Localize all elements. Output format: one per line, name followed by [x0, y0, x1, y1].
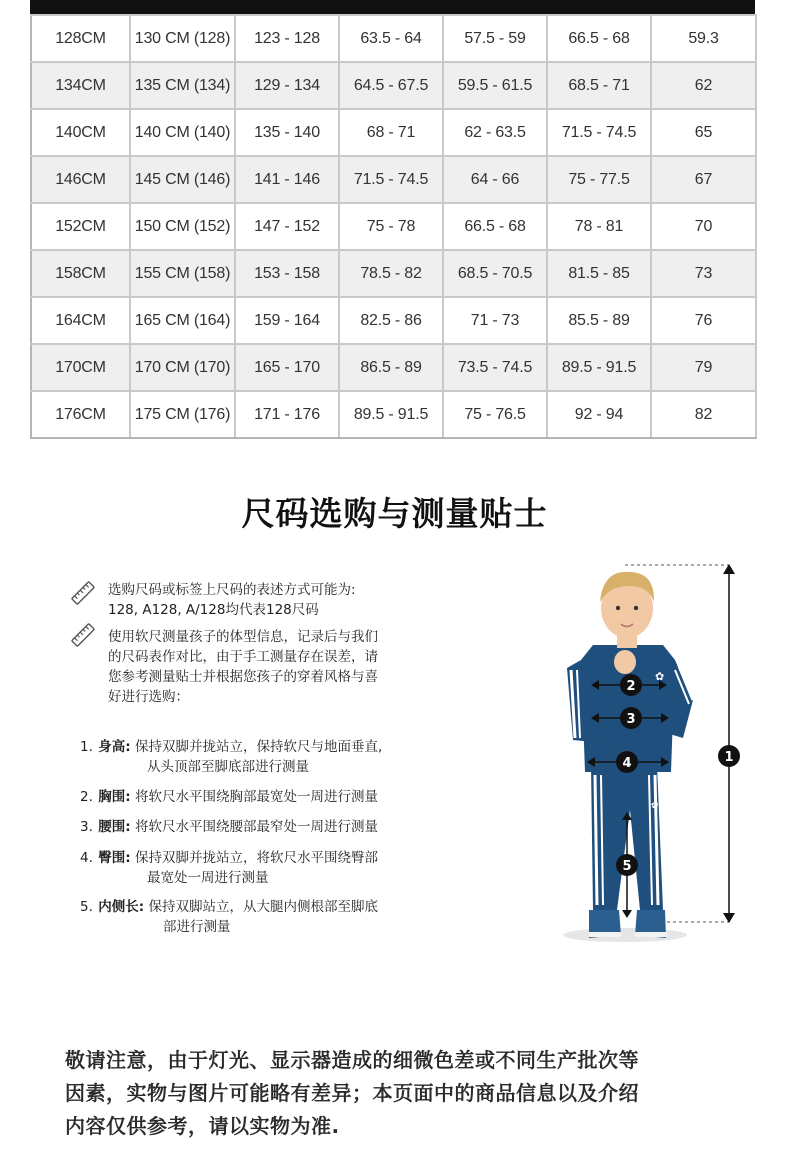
measuring-note-line: 的尺码表作对比，由于手工测量存在误差，请 [108, 649, 378, 665]
table-cell: 75 - 76.5 [443, 391, 547, 438]
table-cell: 59.3 [651, 15, 756, 62]
table-row [31, 391, 756, 438]
table-cell: 165 CM (164) [130, 297, 235, 344]
table-cell: 64 - 66 [443, 156, 547, 203]
table-cell: 71.5 - 74.5 [339, 156, 443, 203]
table-row [31, 250, 756, 297]
table-cell: 165 - 170 [235, 344, 339, 391]
table-cell: 78.5 - 82 [339, 250, 443, 297]
table-cell: 64.5 - 67.5 [339, 62, 443, 109]
marker-2 [620, 674, 642, 696]
step-number: 5. [80, 899, 93, 915]
table-cell: 175 CM (176) [130, 391, 235, 438]
size-table [30, 14, 757, 439]
table-cell: 57.5 - 59 [443, 15, 547, 62]
svg-text:4: 4 [622, 756, 632, 771]
measuring-note-line: 使用软尺测量孩子的体型信息，记录后与我们 [108, 629, 378, 645]
table-cell: 145 CM (146) [130, 156, 235, 203]
table-cell: 89.5 - 91.5 [339, 391, 443, 438]
table-cell: 128CM [31, 15, 130, 62]
child-measurement-figure [545, 550, 775, 960]
table-row [31, 15, 756, 62]
step-key: 臀围: [98, 850, 131, 866]
table-cell: 81.5 - 85 [547, 250, 651, 297]
table-cell: 82 [651, 391, 756, 438]
step-height [80, 737, 430, 777]
table-cell: 78 - 81 [547, 203, 651, 250]
table-cell: 71.5 - 74.5 [547, 109, 651, 156]
hand [614, 650, 636, 674]
table-cell: 140 CM (140) [130, 109, 235, 156]
table-cell: 75 - 78 [339, 203, 443, 250]
table-cell: 159 - 164 [235, 297, 339, 344]
notice-line: 内容仅供参考，请以实物为准. [65, 1114, 340, 1138]
step-number: 1. [80, 739, 93, 755]
marker-3 [620, 707, 642, 729]
table-cell: 134CM [31, 62, 130, 109]
table-cell: 170 CM (170) [130, 344, 235, 391]
table-cell: 82.5 - 86 [339, 297, 443, 344]
table-cell: 66.5 - 68 [547, 15, 651, 62]
floor-shadow [563, 928, 687, 942]
size-table-body [31, 15, 756, 438]
table-cell: 164CM [31, 297, 130, 344]
table-cell: 129 - 134 [235, 62, 339, 109]
table-row [31, 62, 756, 109]
table-row [31, 109, 756, 156]
step-desc-cont: 最宽处一周进行测量 [147, 870, 269, 886]
table-cell: 62 [651, 62, 756, 109]
table-cell: 146CM [31, 156, 130, 203]
table-cell: 68.5 - 71 [547, 62, 651, 109]
step-number: 4. [80, 850, 93, 866]
table-cell: 150 CM (152) [130, 203, 235, 250]
measuring-note-line: 您参考测量贴士并根据您孩子的穿着风格与喜 [108, 669, 378, 685]
table-cell: 153 - 158 [235, 250, 339, 297]
marker-5 [616, 854, 638, 876]
table-cell: 152CM [31, 203, 130, 250]
table-cell: 158CM [31, 250, 130, 297]
ruler-icon [70, 622, 96, 648]
table-row [31, 344, 756, 391]
table-cell: 135 - 140 [235, 109, 339, 156]
step-desc: 保持双脚并拢站立，保持软尺与地面垂直, [135, 739, 383, 755]
marker-4 [616, 751, 638, 773]
step-desc: 将软尺水平围绕胸部最宽处一周进行测量 [135, 789, 378, 805]
table-cell: 140CM [31, 109, 130, 156]
step-key: 胸围: [98, 789, 131, 805]
table-cell: 141 - 146 [235, 156, 339, 203]
svg-text:3: 3 [626, 712, 636, 727]
trefoil-logo-icon: ✿ [651, 801, 659, 811]
step-desc-cont: 部进行测量 [163, 919, 231, 935]
table-cell: 135 CM (134) [130, 62, 235, 109]
table-cell: 89.5 - 91.5 [547, 344, 651, 391]
step-chest [80, 787, 430, 807]
marker-1 [718, 745, 740, 767]
step-desc: 将软尺水平围绕腰部最窄处一周进行测量 [135, 819, 378, 835]
table-cell: 70 [651, 203, 756, 250]
step-key: 内侧长: [98, 899, 145, 915]
sizing-note-line: 128, A128, A/128均代表128尺码 [108, 602, 319, 618]
step-number: 3. [80, 819, 93, 835]
table-row [31, 203, 756, 250]
step-hip [80, 848, 430, 888]
color-difference-notice [65, 1044, 735, 1143]
tips-title: 尺码选购与测量贴士 [241, 494, 548, 533]
trefoil-logo-icon: ✿ [655, 670, 665, 683]
svg-text:5: 5 [622, 859, 632, 874]
table-cell: 68 - 71 [339, 109, 443, 156]
step-key: 身高: [98, 739, 131, 755]
table-cell: 76 [651, 297, 756, 344]
table-cell: 170CM [31, 344, 130, 391]
table-cell: 75 - 77.5 [547, 156, 651, 203]
step-inseam [80, 897, 430, 937]
table-cell: 123 - 128 [235, 15, 339, 62]
step-number: 2. [80, 789, 93, 805]
sizing-note [108, 580, 438, 620]
table-cell: 85.5 - 89 [547, 297, 651, 344]
measuring-note-line: 好进行选购： [108, 689, 189, 705]
table-cell: 67 [651, 156, 756, 203]
step-desc-cont: 从头顶部至脚底部进行测量 [147, 759, 309, 775]
table-cell: 130 CM (128) [130, 15, 235, 62]
table-cell: 147 - 152 [235, 203, 339, 250]
table-cell: 155 CM (158) [130, 250, 235, 297]
table-row [31, 297, 756, 344]
notice-line: 因素，实物与图片可能略有差异；本页面中的商品信息以及介绍 [65, 1081, 639, 1105]
sizing-note-line: 选购尺码或标签上尺码的表述方式可能为: [108, 582, 356, 598]
table-cell: 62 - 63.5 [443, 109, 547, 156]
table-cell: 73 [651, 250, 756, 297]
table-cell: 86.5 - 89 [339, 344, 443, 391]
table-cell: 73.5 - 74.5 [443, 344, 547, 391]
table-cell: 171 - 176 [235, 391, 339, 438]
measuring-note [108, 627, 438, 707]
step-waist [80, 817, 430, 837]
svg-text:1: 1 [724, 750, 734, 765]
table-cell: 66.5 - 68 [443, 203, 547, 250]
step-key: 腰围: [98, 819, 131, 835]
table-cell: 59.5 - 61.5 [443, 62, 547, 109]
table-cell: 71 - 73 [443, 297, 547, 344]
table-cell: 176CM [31, 391, 130, 438]
table-row [31, 156, 756, 203]
svg-text:2: 2 [626, 679, 636, 694]
table-cell: 92 - 94 [547, 391, 651, 438]
ruler-icon [70, 580, 96, 606]
step-desc: 保持双脚并拢站立，将软尺水平围绕臀部 [135, 850, 378, 866]
table-header-bar [30, 0, 755, 14]
table-cell: 63.5 - 64 [339, 15, 443, 62]
step-desc: 保持双脚站立，从大腿内侧根部至脚底 [148, 899, 378, 915]
table-cell: 79 [651, 344, 756, 391]
notice-line: 敬请注意，由于灯光、显示器造成的细微色差或不同生产批次等 [65, 1048, 639, 1072]
table-cell: 65 [651, 109, 756, 156]
table-cell: 68.5 - 70.5 [443, 250, 547, 297]
